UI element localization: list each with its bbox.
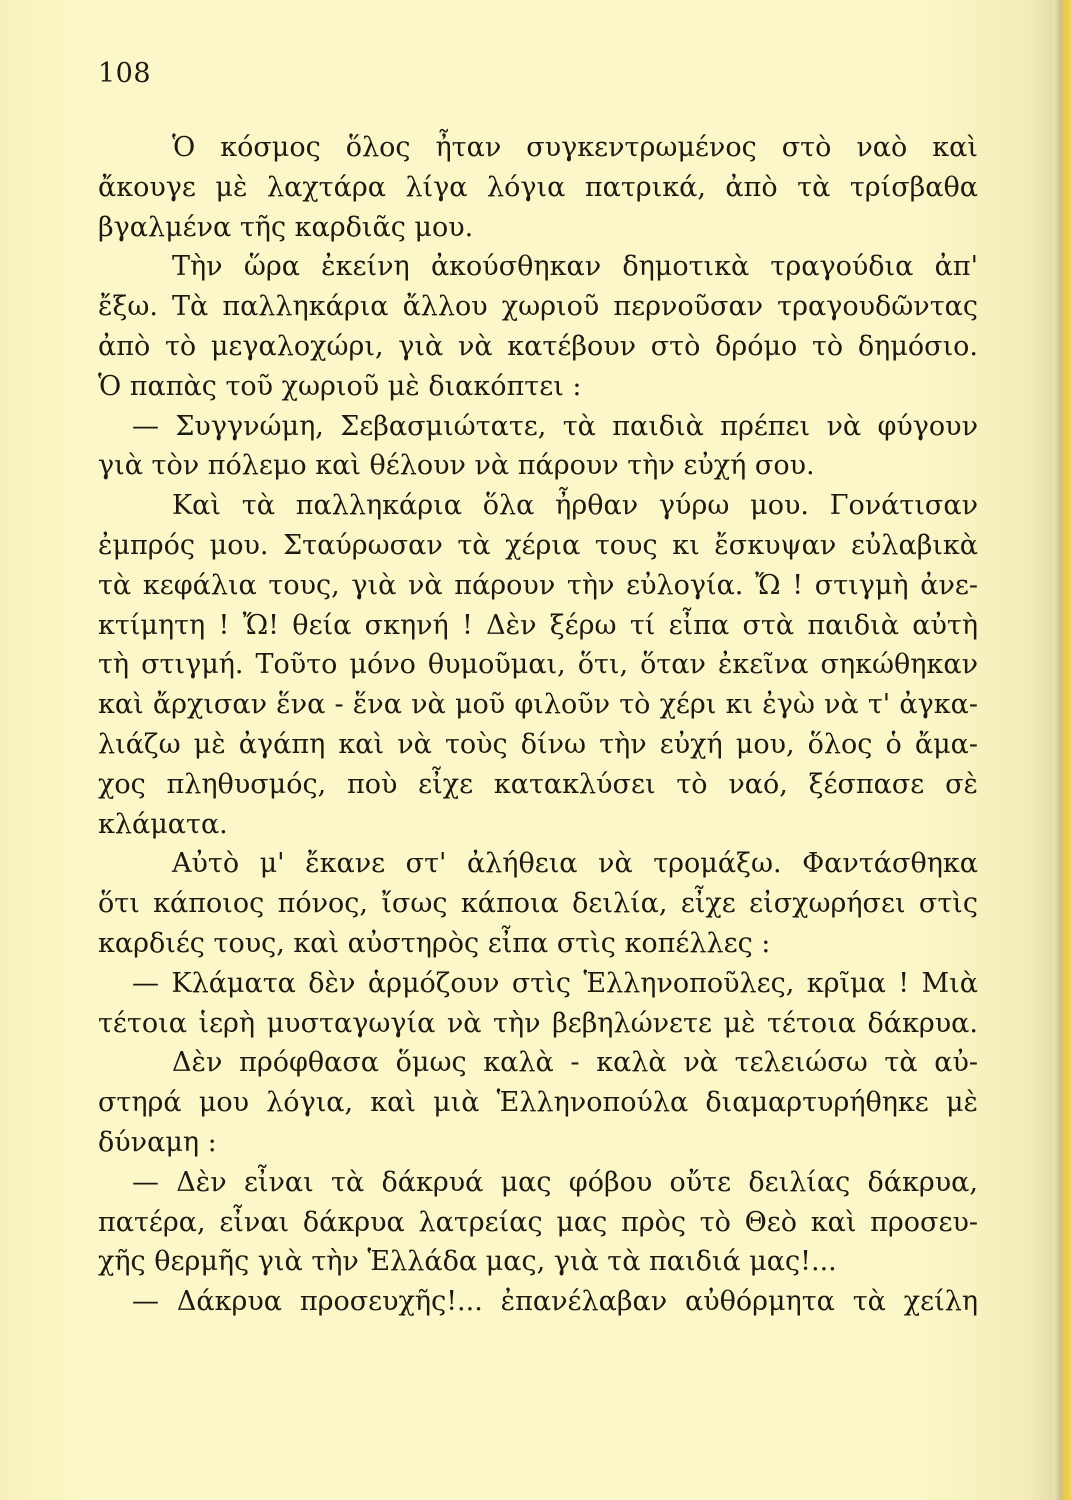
text-line: ἐμπρός μου. Σταύρωσαν τὰ χέρια τους κι ἔσκυψαν εὐλαβικὰ	[98, 529, 978, 561]
text-line: — Συγγνώμη, Σεβασμιώτατε, τὰ παιδιὰ πρέπει νὰ φύγουν	[132, 410, 978, 442]
page-number: 108	[98, 58, 152, 89]
text-line: Αὐτὸ μ' ἔκανε στ' ἀλήθεια νὰ τρομάξω. Φαντάσθηκα	[172, 848, 978, 880]
text-line: τέτοια ἱερὴ μυσταγωγία νὰ τὴν βεβηλώνετε μὲ τέτοια δάκρυα.	[98, 1007, 978, 1039]
text-line: — Δὲν εἶναι τὰ δάκρυά μας φόβου οὔτε δειλίας δάκρυα,	[132, 1166, 978, 1198]
text-line: τὴ στιγμή. Τοῦτο μόνο θυμοῦμαι, ὅτι, ὅταν ἐκεῖνα σηκώθηκαν	[98, 649, 978, 681]
text-line: Δὲν πρόφθασα ὅμως καλὰ - καλὰ νὰ τελειώσω τὰ αὐ-	[172, 1047, 978, 1079]
page-edge	[1053, 0, 1071, 1500]
body-text	[98, 128, 978, 1322]
text-line: χος πληθυσμός, ποὺ εἶχε κατακλύσει τὸ ναό, ξέσπασε σὲ	[98, 768, 978, 800]
text-line: κλάματα.	[98, 808, 228, 840]
text-line: κτίμητη ! Ὤ! θεία σκηνή ! Δὲν ξέρω τί εἶπα στὰ παιδιὰ αὐτὴ	[98, 609, 978, 641]
text-line: Ὁ κόσμος ὅλος ἦταν συγκεντρωμένος στὸ ναὸ καὶ	[172, 132, 978, 163]
text-line: ἄκουγε μὲ λαχτάρα λίγα λόγια πατρικά, ἀπὸ τὰ τρίσβαθα	[98, 171, 978, 203]
text-line: πατέρα, εἶναι δάκρυα λατρείας μας πρὸς τὸ Θεὸ καὶ προσευ-	[98, 1206, 978, 1238]
text-line: καὶ ἄρχισαν ἕνα - ἕνα νὰ μοῦ φιλοῦν τὸ χέρι κι ἐγὼ νὰ τ' ἀγκα-	[98, 689, 978, 721]
text-line: — Δάκρυα προσευχῆς!... ἐπανέλαβαν αὐθόρμητα τὰ χείλη	[132, 1286, 978, 1318]
text-line: γιὰ τὸν πόλεμο καὶ θέλουν νὰ πάρουν τὴν εὐχή σου.	[98, 450, 815, 482]
text-line: Καὶ τὰ παλληκάρια ὅλα ἦρθαν γύρω μου. Γονάτισαν	[172, 490, 978, 522]
text-line: βγαλμένα τῆς καρδιᾶς μου.	[98, 211, 474, 243]
text-line: στηρά μου λόγια, καὶ μιὰ Ἑλληνοπούλα διαμαρτυρήθηκε μὲ	[98, 1087, 978, 1119]
text-line: τὰ κεφάλια τους, γιὰ νὰ πάρουν τὴν εὐλογία. Ὤ ! στιγμὴ ἀνε-	[98, 569, 978, 601]
text-line: χῆς θερμῆς γιὰ τὴν Ἑλλάδα μας, γιὰ τὰ παιδιά μας!...	[98, 1246, 837, 1278]
text-line: λιάζω μὲ ἀγάπη καὶ νὰ τοὺς δίνω τὴν εὐχή μου, ὅλος ὁ ἄμα-	[98, 728, 978, 760]
text-line: ἔξω. Τὰ παλληκάρια ἄλλου χωριοῦ περνοῦσαν τραγουδῶντας	[98, 291, 978, 323]
text-line: ἀπὸ τὸ μεγαλοχώρι, γιὰ νὰ κατέβουν στὸ δρόμο τὸ δημόσιο.	[98, 330, 978, 362]
text-line: δύναμη :	[98, 1126, 217, 1158]
text-line: Ὁ παπὰς τοῦ χωριοῦ μὲ διακόπτει :	[98, 370, 582, 402]
text-line: καρδιές τους, καὶ αὐστηρὸς εἶπα στὶς κοπέλλες :	[98, 927, 771, 959]
text-line: ὅτι κάποιος πόνος, ἴσως κάποια δειλία, εἶχε εἰσχωρήσει στὶς	[98, 888, 978, 920]
text-line: — Κλάματα δὲν ἁρμόζουν στὶς Ἑλληνοποῦλες, κρῖμα ! Μιὰ	[132, 967, 978, 999]
text-line: Τὴν ὥρα ἐκείνη ἀκούσθηκαν δημοτικὰ τραγούδια ἀπ'	[172, 251, 978, 283]
